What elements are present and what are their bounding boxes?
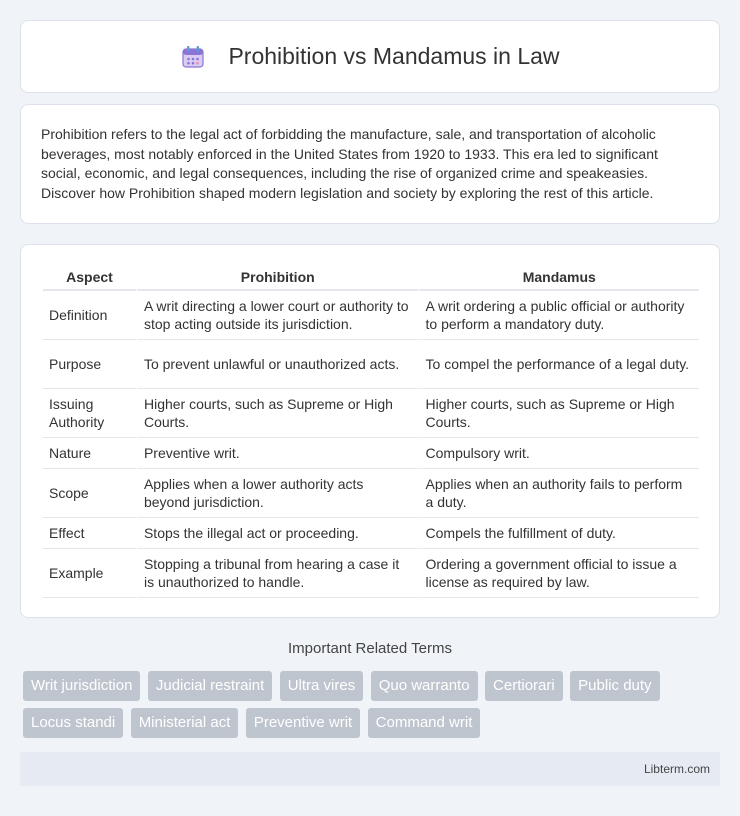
- tag-quo-warranto[interactable]: Quo warranto: [371, 671, 478, 701]
- tag-command-writ[interactable]: Command writ: [368, 708, 481, 738]
- cell-aspect: Nature: [43, 438, 136, 469]
- cell-prohibition: Applies when a lower authority acts beyond jurisdiction.: [136, 469, 418, 518]
- tag-preventive-writ[interactable]: Preventive writ: [246, 708, 360, 738]
- intro-card: [20, 104, 720, 224]
- title-card: [20, 20, 720, 93]
- cell-prohibition: To prevent unlawful or unauthorized acts.: [136, 340, 418, 389]
- calendar-icon: [180, 44, 206, 70]
- related-terms-title: Important Related Terms: [288, 640, 452, 657]
- footer: [20, 752, 720, 786]
- comparison-table: [43, 265, 699, 598]
- cell-aspect: Issuing Authority: [43, 389, 136, 438]
- table-row: [43, 340, 699, 389]
- header-prohibition: Prohibition: [136, 265, 418, 291]
- table-row: [43, 291, 699, 340]
- comparison-card: [20, 244, 720, 618]
- tag-judicial-restraint[interactable]: Judicial restraint: [148, 671, 272, 701]
- cell-mandamus: To compel the performance of a legal duty.: [418, 340, 699, 389]
- page-title: Prohibition vs Mandamus in Law: [228, 43, 560, 69]
- cell-mandamus: A writ ordering a public official or authority to perform a mandatory duty.: [418, 291, 699, 340]
- cell-aspect: Example: [43, 549, 136, 598]
- cell-aspect: Scope: [43, 469, 136, 518]
- cell-mandamus: Compels the fulfillment of duty.: [418, 518, 699, 549]
- tag-locus-standi[interactable]: Locus standi: [23, 708, 123, 738]
- cell-aspect: Purpose: [43, 340, 136, 389]
- table-row: [43, 518, 699, 549]
- cell-aspect: Effect: [43, 518, 136, 549]
- header-mandamus: Mandamus: [418, 265, 699, 291]
- cell-prohibition: Preventive writ.: [136, 438, 418, 469]
- table-row: [43, 438, 699, 469]
- tag-ministerial-act[interactable]: Ministerial act: [131, 708, 239, 738]
- cell-aspect: Definition: [43, 291, 136, 340]
- related-terms-list: [23, 671, 723, 745]
- table-header-row: [43, 265, 699, 291]
- cell-mandamus: Higher courts, such as Supreme or High Courts.: [418, 389, 699, 438]
- intro-text: Prohibition refers to the legal act of forbidding the manufacture, sale, and transportation of alcoholic beverages, most notably enforced in the United States from 1920 to 1933. This era led to significant social, economic, and legal consequences, including the rise of organized crime and speakeasies. Discover how Prohibition shaped modern legislation and society by exploring the rest of this article.: [41, 126, 658, 201]
- cell-mandamus: Applies when an authority fails to perform a duty.: [418, 469, 699, 518]
- header-aspect: Aspect: [43, 265, 136, 291]
- table-row: [43, 389, 699, 438]
- cell-prohibition: A writ directing a lower court or authority to stop acting outside its jurisdiction.: [136, 291, 418, 340]
- cell-prohibition: Stops the illegal act or proceeding.: [136, 518, 418, 549]
- tag-certiorari[interactable]: Certiorari: [485, 671, 563, 701]
- cell-mandamus: Ordering a government official to issue a license as required by law.: [418, 549, 699, 598]
- footer-site-link[interactable]: Libterm.com: [643, 762, 710, 776]
- table-row: [43, 549, 699, 598]
- cell-mandamus: Compulsory writ.: [418, 438, 699, 469]
- cell-prohibition: Higher courts, such as Supreme or High Courts.: [136, 389, 418, 438]
- cell-prohibition: Stopping a tribunal from hearing a case it is unauthorized to handle.: [136, 549, 418, 598]
- tag-public-duty[interactable]: Public duty: [570, 671, 659, 701]
- table-row: [43, 469, 699, 518]
- tag-writ-jurisdiction[interactable]: Writ jurisdiction: [23, 671, 140, 701]
- tag-ultra-vires[interactable]: Ultra vires: [280, 671, 364, 701]
